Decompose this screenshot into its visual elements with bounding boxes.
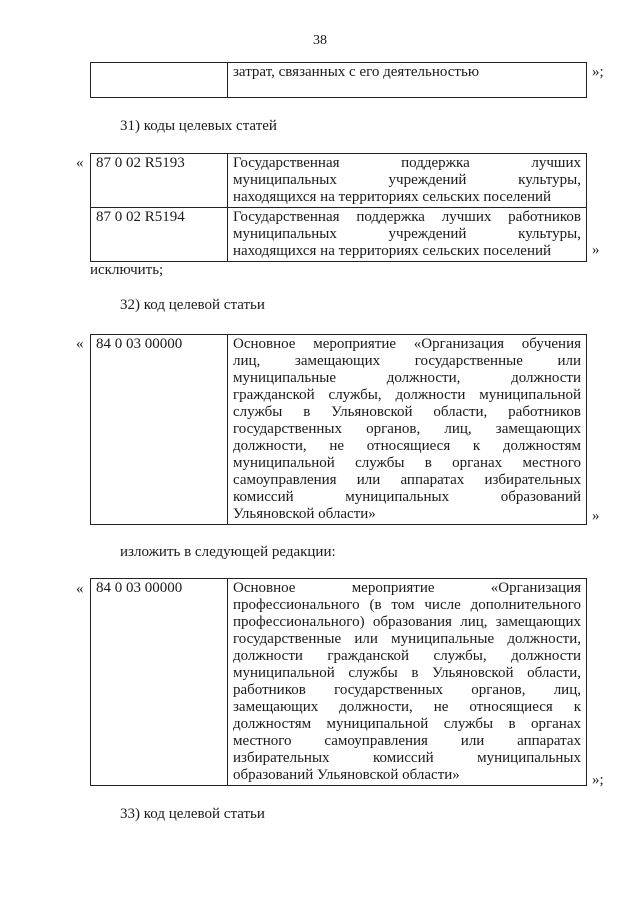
opening-quote: «: [76, 336, 84, 352]
table-row: [91, 579, 587, 786]
opening-quote: «: [76, 581, 84, 597]
description-cell: [228, 63, 587, 98]
description-line: должностям муниципальной службы в органах: [233, 716, 581, 732]
table-excluded-codes: [90, 153, 587, 262]
description-line: затрат, связанных с его деятельностью: [233, 64, 480, 80]
description-line: комиссий муниципальных образований: [233, 489, 581, 505]
description-line: государственных органов, лиц, замещающих: [233, 421, 581, 437]
table-row: [91, 208, 587, 262]
description-line: работников государственных органов, лиц,: [233, 682, 581, 698]
description-line: Основное мероприятие «Организация обучения: [233, 336, 581, 352]
table-new-wording: [90, 578, 587, 786]
description-line: самоуправления или аппаратах избирательных: [233, 472, 581, 488]
description-line: службы в Ульяновской области, работников: [233, 404, 581, 420]
description-line: находящихся на территориях сельских поселений: [233, 189, 552, 205]
table-row: [91, 63, 587, 98]
description-line: профессионального) образования лиц, замещающих: [233, 614, 581, 630]
description-line: муниципальной службы в органах местного: [233, 455, 581, 471]
description-line: профессионального (в том числе дополнительного: [233, 597, 581, 613]
code-cell: 87 0 02 R5194: [91, 208, 228, 262]
description-line: избирательных комиссий муниципальных: [233, 750, 581, 766]
description-cell: [228, 335, 587, 525]
description-line: местного самоуправления или аппаратах: [233, 733, 581, 749]
description-line: муниципальных учреждений культуры,: [233, 172, 581, 188]
closing-quote: »;: [592, 64, 604, 80]
description-line: муниципальные должности, должности: [233, 370, 581, 386]
description-line: лиц, замещающих государственные или: [233, 353, 581, 369]
closing-quote: »: [592, 242, 600, 258]
description-line: образований Ульяновской области»: [233, 767, 460, 783]
description-line: находящихся на территориях сельских поселений: [233, 243, 552, 259]
exclude-instruction: исключить;: [90, 262, 164, 278]
description-line: замещающих должности, не относящиеся к: [233, 699, 581, 715]
description-line: Основное мероприятие «Организация: [233, 580, 581, 596]
item-32: 32) код целевой статьи: [120, 297, 265, 313]
description-line: муниципальной службы в Ульяновской области,: [233, 665, 581, 681]
description-line: Государственная поддержка лучших: [233, 155, 581, 171]
code-cell: 84 0 03 00000: [91, 579, 228, 786]
table-continuation: [90, 62, 587, 98]
description-line: гражданской службы, должности муниципальной: [233, 387, 581, 403]
page-number: 38: [313, 33, 327, 48]
description-line: должности гражданской службы, должности: [233, 648, 581, 664]
description-line: Государственная поддержка лучших работников: [233, 209, 581, 225]
item-33: 33) код целевой статьи: [120, 806, 265, 822]
table-old-wording: [90, 334, 587, 525]
code-cell: 84 0 03 00000: [91, 335, 228, 525]
closing-quote: »;: [592, 772, 604, 788]
table-row: [91, 335, 587, 525]
description-cell: [228, 154, 587, 208]
opening-quote: «: [76, 155, 84, 171]
code-cell: [91, 63, 228, 98]
closing-quote: »: [592, 508, 600, 524]
restate-instruction: изложить в следующей редакции:: [120, 544, 336, 560]
description-line: государственные или муниципальные должности,: [233, 631, 581, 647]
table-row: [91, 154, 587, 208]
description-line: Ульяновской области»: [233, 506, 376, 522]
code-cell: 87 0 02 R5193: [91, 154, 228, 208]
description-cell: [228, 579, 587, 786]
description-cell: [228, 208, 587, 262]
item-31: 31) коды целевых статей: [120, 118, 277, 134]
description-line: должности, не относящиеся к должностям: [233, 438, 581, 454]
description-line: муниципальных учреждений культуры,: [233, 226, 581, 242]
